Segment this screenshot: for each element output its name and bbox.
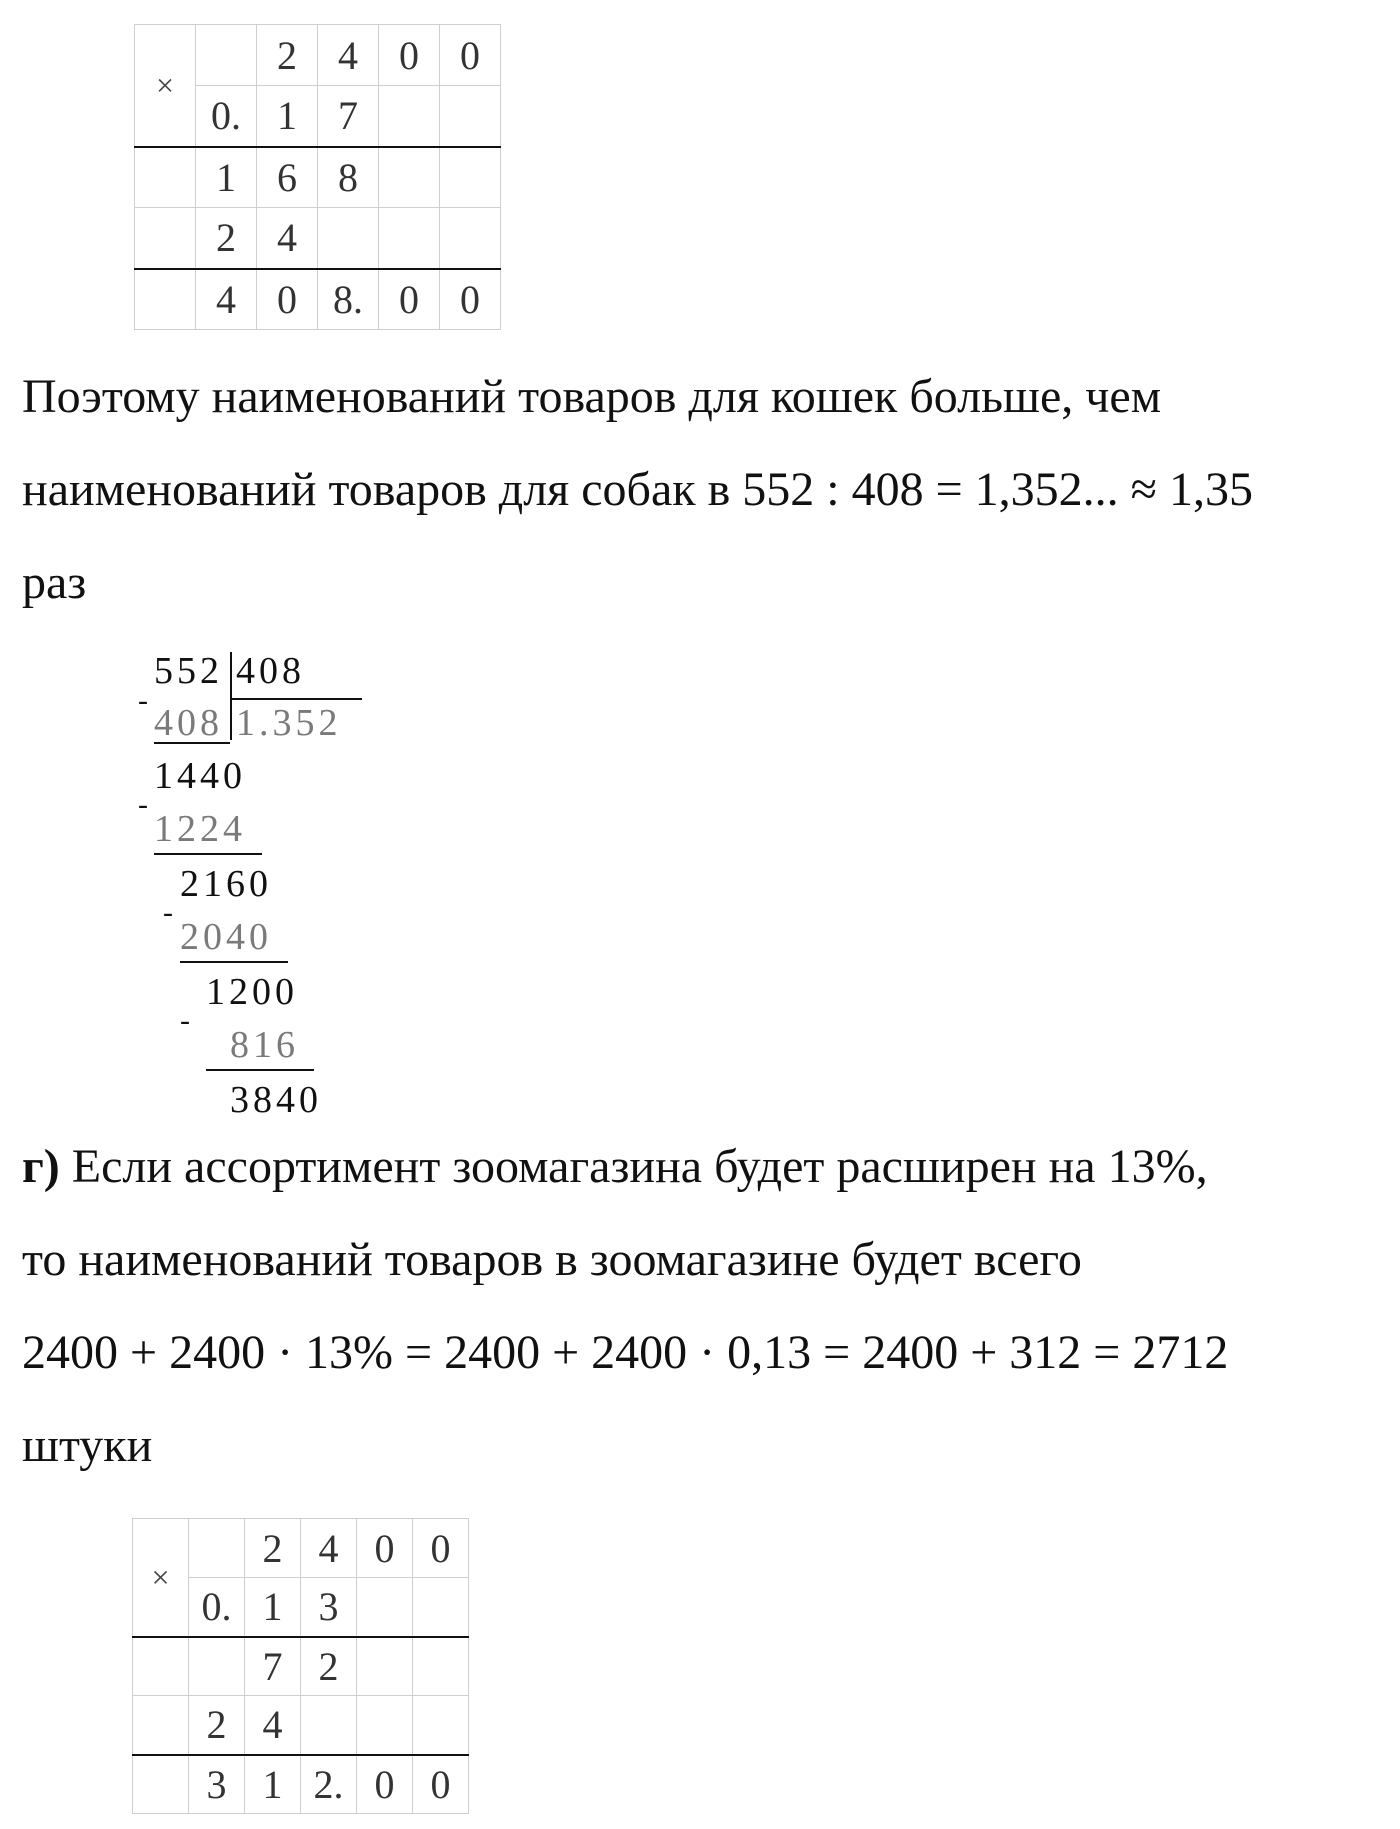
long-division	[130, 640, 370, 1120]
table-cell: 1	[245, 1755, 301, 1814]
remainder: 1200	[206, 971, 298, 1013]
table-cell: 3	[301, 1578, 357, 1637]
table-cell: 1	[245, 1578, 301, 1637]
table-cell: 2	[196, 208, 257, 269]
table-cell	[440, 147, 501, 208]
table-cell	[357, 1578, 413, 1637]
table-cell: 0	[440, 25, 501, 86]
table-cell: 0	[257, 269, 318, 330]
table-cell	[413, 1696, 469, 1755]
table-cell: 1	[257, 86, 318, 147]
minus-sign: -	[180, 1004, 190, 1037]
minus-sign: -	[163, 896, 173, 929]
table-cell: 0	[357, 1519, 413, 1578]
table-cell: 0.	[196, 86, 257, 147]
paragraph-line	[22, 1120, 1208, 1213]
multiplication-table-2	[132, 1518, 469, 1814]
table-cell: 0	[379, 25, 440, 86]
remainder: 2160	[180, 863, 272, 905]
table-cell: 4	[257, 208, 318, 269]
divisor-underline	[230, 698, 362, 700]
table-cell	[318, 208, 379, 269]
table-cell	[357, 1637, 413, 1696]
table-cell	[135, 147, 196, 208]
table-cell: 2	[245, 1519, 301, 1578]
table-cell: 4	[301, 1519, 357, 1578]
table-cell: 6	[257, 147, 318, 208]
subtraction-line	[154, 742, 230, 744]
table-cell: 8.	[318, 269, 379, 330]
table-cell	[357, 1696, 413, 1755]
table-cell	[413, 1637, 469, 1696]
table-cell: 0	[413, 1755, 469, 1814]
table-cell	[440, 208, 501, 269]
table-cell: 4	[245, 1696, 301, 1755]
paragraph-text: Если ассортимент зоомагазина будет расширен на 13%,	[59, 1140, 1208, 1193]
minus-sign: -	[138, 684, 148, 717]
paragraph-line: раз	[22, 556, 87, 609]
paragraph-line: наименований товаров для собак в 552 : 408 = 1,352... ≈ 1,35	[22, 463, 1254, 516]
paragraph-line: штуки	[22, 1419, 153, 1472]
subtraction-line	[180, 961, 288, 963]
paragraph-line: 2400 + 2400 · 13% = 2400 + 2400 · 0,13 = 2400 + 312 = 2712	[22, 1326, 1229, 1379]
subtraction-line	[154, 853, 262, 855]
table-cell: 3	[189, 1755, 245, 1814]
table-cell: 0	[413, 1519, 469, 1578]
table-cell: 2	[189, 1696, 245, 1755]
table-cell	[135, 269, 196, 330]
table-cell: 1	[196, 147, 257, 208]
remainder: 1440	[154, 755, 246, 797]
table-cell	[189, 1519, 245, 1578]
table-cell: 0	[379, 269, 440, 330]
quotient: 1.352	[236, 702, 342, 744]
subtrahend: 408	[154, 702, 223, 744]
subtraction-line	[206, 1069, 314, 1071]
division-bar-vertical	[230, 652, 232, 740]
divisor: 408	[236, 650, 305, 692]
table-cell	[135, 208, 196, 269]
table-cell	[301, 1696, 357, 1755]
multiply-sign: ×	[135, 25, 196, 147]
table-cell: 2	[301, 1637, 357, 1696]
table-cell: 7	[318, 86, 379, 147]
table-cell: 8	[318, 147, 379, 208]
table-cell	[133, 1637, 189, 1696]
table-cell	[440, 86, 501, 147]
multiplication-table-1	[134, 24, 501, 330]
table-cell: 2	[257, 25, 318, 86]
dividend: 552	[154, 650, 223, 692]
table-cell: 4	[318, 25, 379, 86]
table-cell: 0	[357, 1755, 413, 1814]
paragraph-line: то наименований товаров в зоомагазине будет всего	[22, 1233, 1082, 1286]
table-cell	[133, 1755, 189, 1814]
minus-sign: -	[138, 788, 148, 821]
table-cell	[189, 1637, 245, 1696]
paragraph-line: Поэтому наименований товаров для кошек больше, чем	[22, 370, 1162, 423]
table-cell	[196, 25, 257, 86]
table-cell: 2.	[301, 1755, 357, 1814]
subtrahend: 816	[230, 1024, 299, 1066]
table-cell: 0.	[189, 1578, 245, 1637]
multiply-sign: ×	[133, 1519, 189, 1637]
subtrahend: 2040	[180, 916, 272, 958]
table-cell: 7	[245, 1637, 301, 1696]
table-cell	[379, 208, 440, 269]
table-cell: 4	[196, 269, 257, 330]
table-cell: 0	[440, 269, 501, 330]
table-cell	[133, 1696, 189, 1755]
remainder: 3840	[230, 1079, 322, 1121]
subtrahend: 1224	[154, 808, 246, 850]
table-cell	[379, 86, 440, 147]
item-label: г)	[22, 1140, 60, 1193]
table-cell	[413, 1578, 469, 1637]
table-cell	[379, 147, 440, 208]
